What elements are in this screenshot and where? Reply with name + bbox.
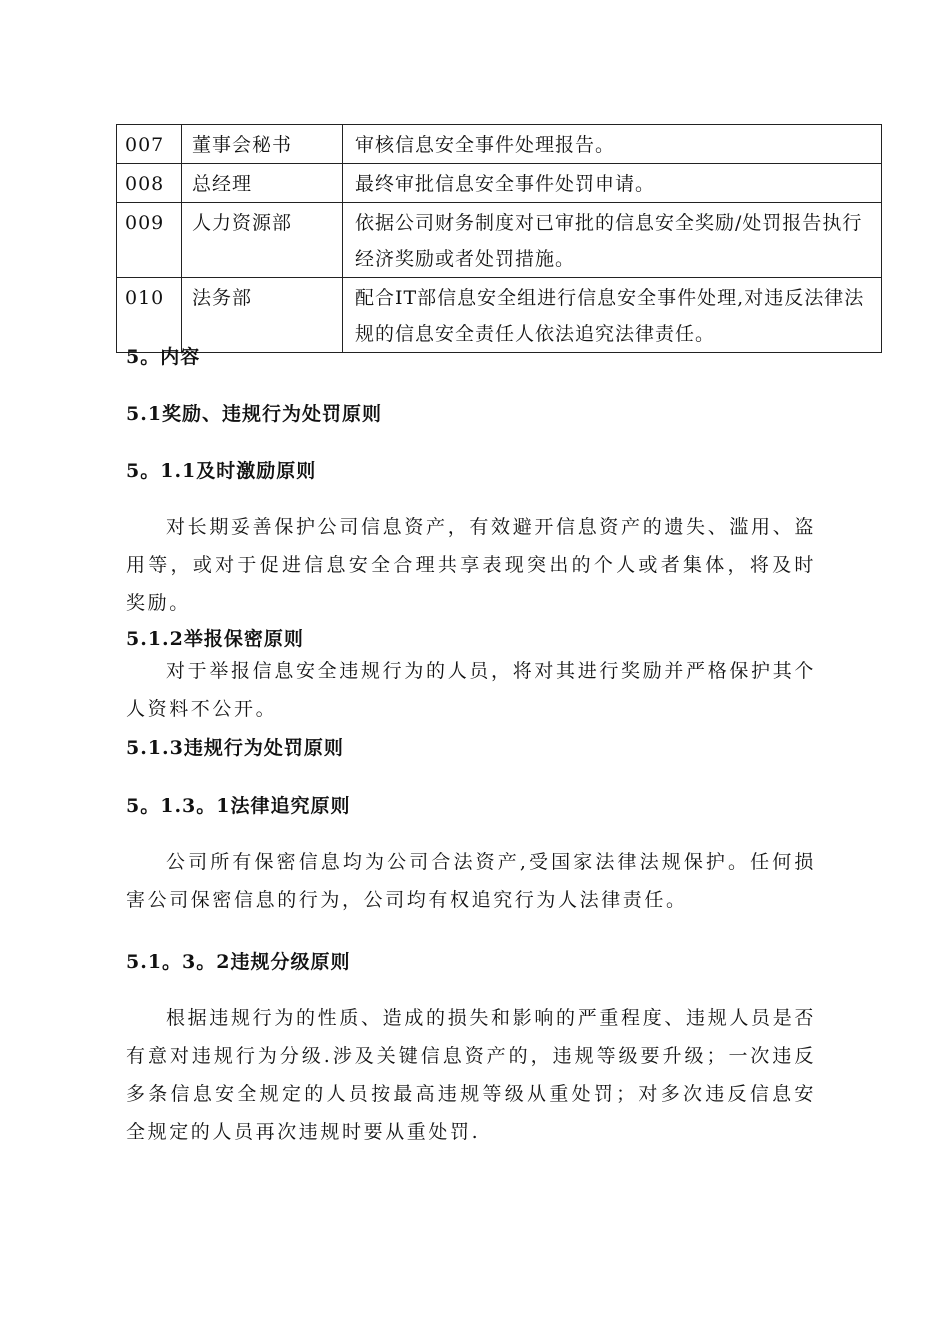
paragraph-5-1-3-1: 公司所有保密信息均为公司合法资产,受国家法律法规保护。任何损害公司保密信息的行为，公司均有权追究行为人法律责任。 [126,851,816,911]
row-department: 总经理 [182,164,343,203]
heading-5: 5。内容 [126,346,201,368]
table-row [117,278,882,353]
row-duty: 依据公司财务制度对已审批的信息安全奖励/处罚报告执行经济奖励或者处罚措施。 [343,203,882,278]
heading-5-1-3: 5.1.3违规行为处罚原则 [126,737,344,759]
row-department: 人力资源部 [182,203,343,278]
heading-5-1-2: 5.1.2举报保密原则 [126,628,304,650]
table-row [117,125,882,164]
row-code: 010 [117,278,182,353]
row-duty: 审核信息安全事件处理报告。 [343,125,882,164]
heading-5-1: 5.1奖励、违规行为处罚原则 [126,403,383,425]
heading-5-1-1: 5。1.1及时激励原则 [126,460,317,482]
paragraph-5-1-2: 对于举报信息安全违规行为的人员，将对其进行奖励并严格保护其个人资料不公开。 [126,660,816,720]
heading-5-1-3-1: 5。1.3。1法律追究原则 [126,795,351,817]
row-duty: 最终审批信息安全事件处罚申请。 [343,164,882,203]
row-code: 008 [117,164,182,203]
row-code: 007 [117,125,182,164]
row-code: 009 [117,203,182,278]
table-row [117,164,882,203]
paragraph-5-1-3-2: 根据违规行为的性质、造成的损失和影响的严重程度、违规人员是否有意对违规行为分级.涉及关键信息资产的，违规等级要升级；一次违反多条信息安全规定的人员按最高违规等级从重处罚；对多次违反信息安全规定的人员再次违规时要从重处罚. [126,1007,816,1143]
responsibility-table [116,124,882,353]
paragraph-5-1-1: 对长期妥善保护公司信息资产，有效避开信息资产的遗失、滥用、盗用等，或对于促进信息安全合理共享表现突出的个人或者集体，将及时奖励。 [126,516,816,614]
row-department: 董事会秘书 [182,125,343,164]
table-row [117,203,882,278]
row-department: 法务部 [182,278,343,353]
row-duty: 配合IT部信息安全组进行信息安全事件处理,对违反法律法规的信息安全责任人依法追究法律责任。 [343,278,882,353]
heading-5-1-3-2: 5.1。3。2违规分级原则 [126,951,351,973]
